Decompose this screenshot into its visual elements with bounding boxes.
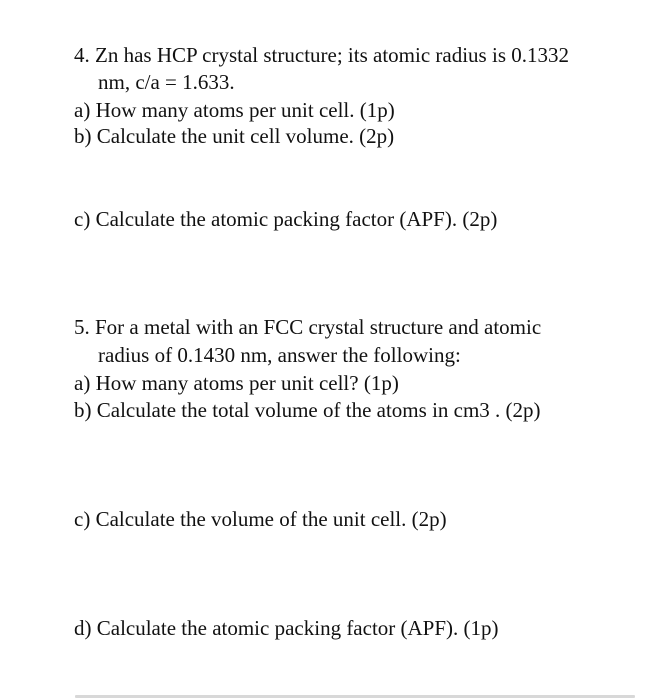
q4-part-c: c) Calculate the atomic packing factor (APF). (2p) (74, 207, 498, 231)
q5-stem-line-2: radius of 0.1430 nm, answer the following: (98, 343, 461, 367)
q5-part-c: c) Calculate the volume of the unit cell. (2p) (74, 507, 447, 531)
q4-stem-line-2: nm, c/a = 1.633. (98, 70, 235, 94)
q4-part-b: b) Calculate the unit cell volume. (2p) (74, 124, 395, 148)
q5-stem-line-1: 5. For a metal with an FCC crystal structure and atomic (74, 315, 542, 339)
q4-stem-line-1: 4. Zn has HCP crystal structure; its atomic radius is 0.1332 (74, 43, 569, 67)
q4-part-a: a) How many atoms per unit cell. (1p) (74, 98, 395, 122)
q5-part-b: b) Calculate the total volume of the atoms in cm3 . (2p) (74, 398, 541, 422)
q5-part-a: a) How many atoms per unit cell? (1p) (74, 371, 399, 395)
q5-part-d: d) Calculate the atomic packing factor (APF). (1p) (74, 616, 499, 640)
cropped-text-line (75, 690, 635, 700)
